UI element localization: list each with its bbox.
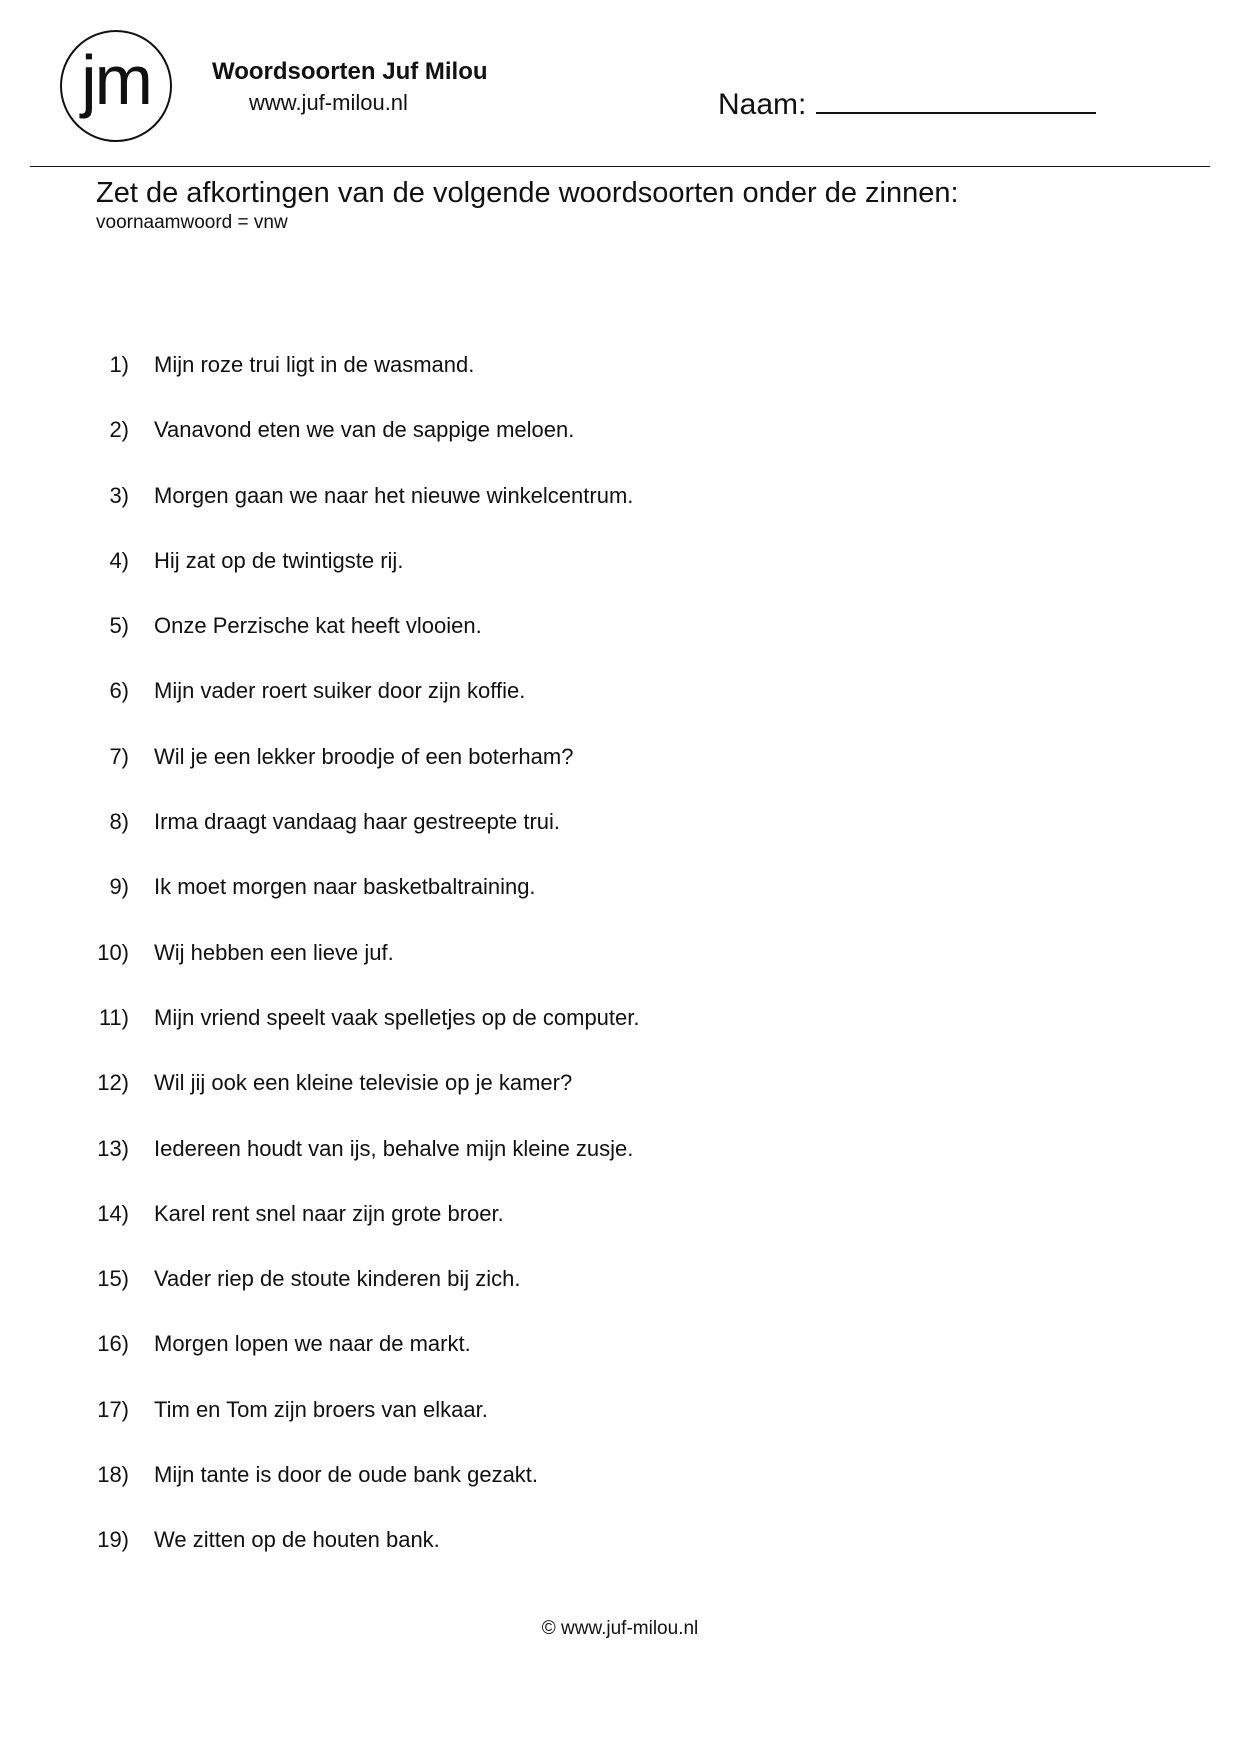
sentence-text: Mijn vader roert suiker door zijn koffie. <box>154 678 526 704</box>
sentence-text: Iedereen houdt van ijs, behalve mijn kleine zusje. <box>154 1135 634 1161</box>
sentence-text: Morgen lopen we naar de markt. <box>154 1331 471 1357</box>
sentence-number: 15) <box>97 1266 129 1292</box>
sentence-text: Karel rent snel naar zijn grote broer. <box>154 1200 504 1226</box>
sentence-text: Tim en Tom zijn broers van elkaar. <box>154 1396 488 1422</box>
sentence-number: 12) <box>97 1070 129 1096</box>
sentence-number: 2) <box>109 417 129 443</box>
sentence-number: 9) <box>109 874 129 900</box>
sentence-number: 10) <box>97 939 129 965</box>
sentence-text: Vanavond eten we van de sappige meloen. <box>154 417 575 443</box>
instruction: Zet de afkortingen van de volgende woordsoorten onder de zinnen: <box>96 177 959 209</box>
sentence-text: Hij zat op de twintigste rij. <box>154 547 404 573</box>
sentence-text: Vader riep de stoute kinderen bij zich. <box>154 1266 521 1292</box>
name-field <box>718 86 1096 122</box>
sentence-text: We zitten op de houten bank. <box>154 1527 440 1553</box>
footer-copyright: © www.juf-milou.nl <box>541 1618 699 1639</box>
legend: voornaamwoord = vnw <box>96 212 288 233</box>
sentence-text: Ik moet morgen naar basketbaltraining. <box>154 874 536 900</box>
sentence-number: 17) <box>97 1396 129 1422</box>
sentence-number: 14) <box>97 1200 129 1226</box>
name-blank-line <box>816 86 1096 114</box>
sentence-number: 6) <box>109 678 129 704</box>
sentence-number: 18) <box>97 1462 129 1488</box>
sentence-text: Mijn roze trui ligt in de wasmand. <box>154 352 475 377</box>
sentence-text: Wij hebben een lieve juf. <box>154 939 394 965</box>
header-divider <box>30 166 1210 167</box>
sentence-text: Morgen gaan we naar het nieuwe winkelcentrum. <box>154 482 634 508</box>
site-title: Woordsoorten Juf Milou <box>212 58 488 85</box>
sentence-number: 13) <box>97 1135 129 1161</box>
sentence-text: Wil je een lekker broodje of een boterham? <box>154 743 574 769</box>
logo <box>60 30 172 142</box>
name-label: Naam: <box>718 88 807 121</box>
sentence-text: Mijn vriend speelt vaak spelletjes op de computer. <box>154 1004 640 1030</box>
logo-text: jm <box>81 41 151 119</box>
sentence-number: 3) <box>109 482 129 508</box>
sentence-text: Irma draagt vandaag haar gestreepte trui. <box>154 809 561 835</box>
site-url: www.juf-milou.nl <box>249 90 408 115</box>
sentence-number: 1) <box>109 352 129 377</box>
sentence-number: 4) <box>109 547 129 573</box>
sentence-number: 19) <box>97 1527 129 1553</box>
sentence-number: 11) <box>98 1004 129 1030</box>
sentence-text: Onze Perzische kat heeft vlooien. <box>154 613 482 639</box>
sentence-number: 8) <box>109 809 129 835</box>
sentence-text: Mijn tante is door de oude bank gezakt. <box>154 1462 539 1488</box>
sentence-number: 7) <box>109 743 129 769</box>
sentence-number: 16) <box>97 1331 129 1357</box>
sentence-text: Wil jij ook een kleine televisie op je kamer? <box>154 1070 573 1096</box>
sentence-number: 5) <box>109 613 129 639</box>
